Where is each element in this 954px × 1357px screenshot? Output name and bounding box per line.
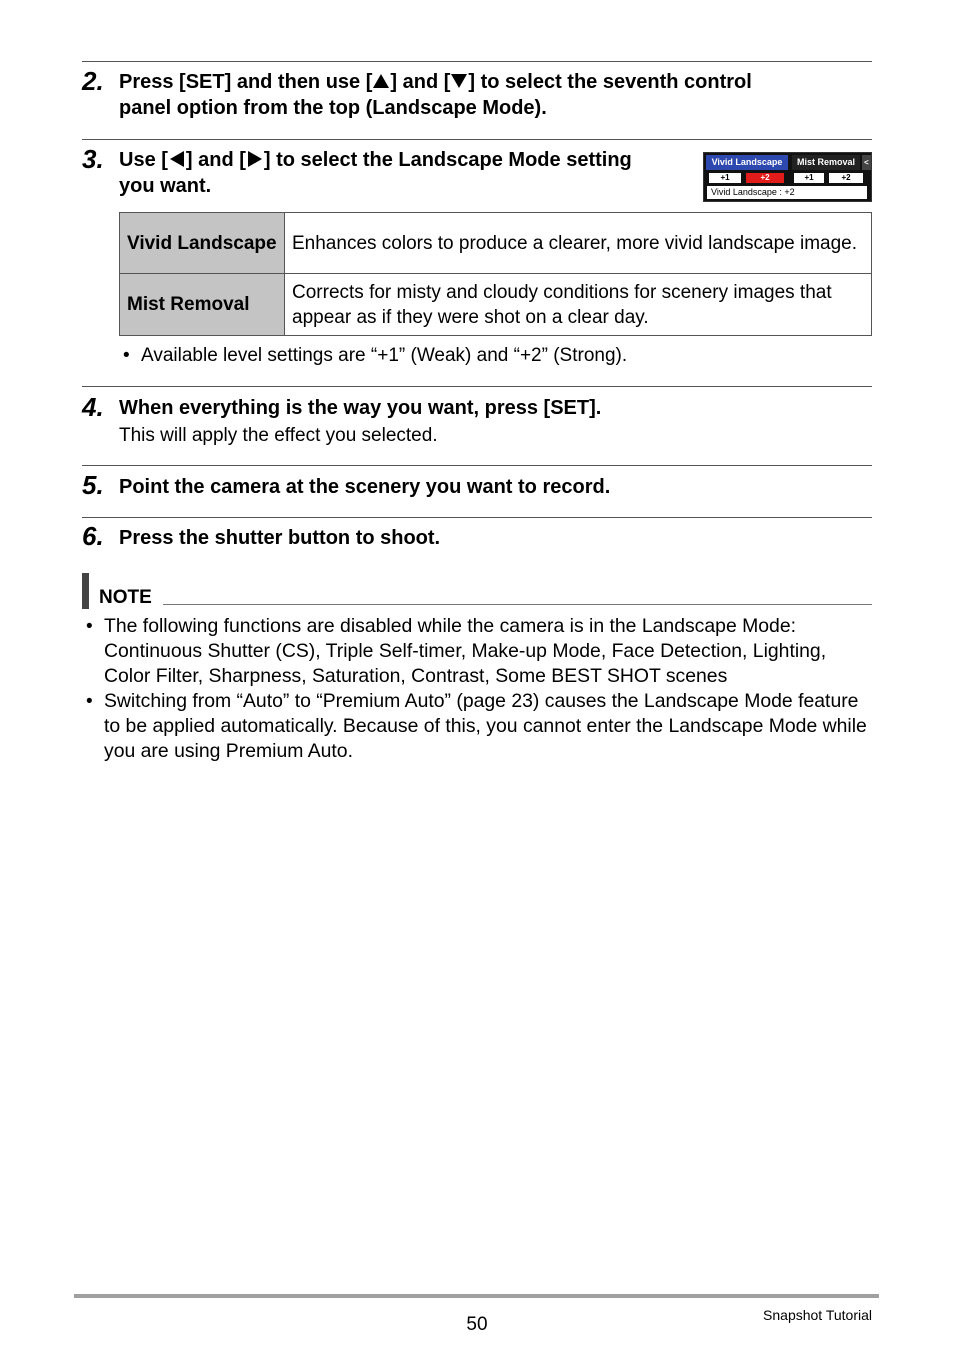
back-icon: < <box>862 155 871 170</box>
step-divider <box>82 61 872 62</box>
setting-description: Enhances colors to produce a clearer, more vivid landscape image. <box>285 213 872 274</box>
down-arrow-icon <box>451 74 467 88</box>
tab-vivid-landscape: Vivid Landscape <box>706 155 788 170</box>
step-3-text: Use [ ] and [ ] to select the Landscape Mode setting you want. <box>119 149 632 197</box>
bullet-dot: • <box>123 345 130 366</box>
level-option-selected: +2 <box>746 173 784 183</box>
step-divider <box>82 465 872 466</box>
up-arrow-icon <box>373 74 389 88</box>
step-divider <box>82 386 872 387</box>
level-option: +1 <box>794 173 824 183</box>
note-item: Switching from “Auto” to “Premium Auto” (page 23) causes the Landscape Mode feature to be applied automatically. Because of this, you cannot enter the Landscape Mode while you are using Premium Auto. <box>104 690 867 762</box>
step-4-subtext: This will apply the effect you selected. <box>119 425 438 446</box>
note-divider <box>163 604 872 605</box>
step-number: 4. <box>82 392 104 422</box>
step-6-text: Press the shutter button to shoot. <box>119 527 441 549</box>
footer-divider <box>74 1294 879 1298</box>
step-4-text: When everything is the way you want, press [SET]. <box>119 397 602 419</box>
setting-label: Vivid Landscape <box>120 213 285 274</box>
tab-mist-removal: Mist Removal <box>792 155 860 170</box>
camera-screen-thumbnail <box>703 152 872 202</box>
level-settings-note: Available level settings are “+1” (Weak) and “+2” (Strong). <box>141 345 628 366</box>
level-option: +1 <box>709 173 741 183</box>
step-divider <box>82 139 872 140</box>
step-2-text: Press [SET] and then use [ ] and [ ] to select the seventh control panel option from the top (Landscape Mode). <box>119 71 752 119</box>
step-number: 2. <box>82 66 104 96</box>
setting-description: Corrects for misty and cloudy conditions for scenery images that appear as if they were shot on a clear day. <box>285 274 872 336</box>
note-item: The following functions are disabled while the camera is in the Landscape Mode: Continuous Shutter (CS), Triple Self-timer, Make-up Mode, Face Detection, Lighting, Color Filter, Sharpness, Saturation, Contrast, Some BEST SHOT scenes <box>104 615 827 687</box>
right-arrow-icon <box>248 151 262 167</box>
step-number: 6. <box>82 521 104 551</box>
bullet-dot: • <box>86 691 93 712</box>
setting-label: Mist Removal <box>120 274 285 336</box>
left-arrow-icon <box>170 151 184 167</box>
step-divider <box>82 517 872 518</box>
note-marker <box>82 573 89 609</box>
step-5-text: Point the camera at the scenery you want to record. <box>119 476 611 498</box>
level-option: +2 <box>829 173 863 183</box>
landscape-settings-table <box>119 212 872 336</box>
table-row <box>120 274 872 336</box>
step-number: 3. <box>82 144 104 174</box>
bullet-dot: • <box>86 616 93 637</box>
table-row <box>120 213 872 274</box>
note-title: NOTE <box>99 587 152 608</box>
step-number: 5. <box>82 470 104 500</box>
page-number: 50 <box>466 1314 488 1335</box>
section-title: Snapshot Tutorial <box>763 1307 872 1323</box>
screen-status: Vivid Landscape : +2 <box>707 186 867 199</box>
